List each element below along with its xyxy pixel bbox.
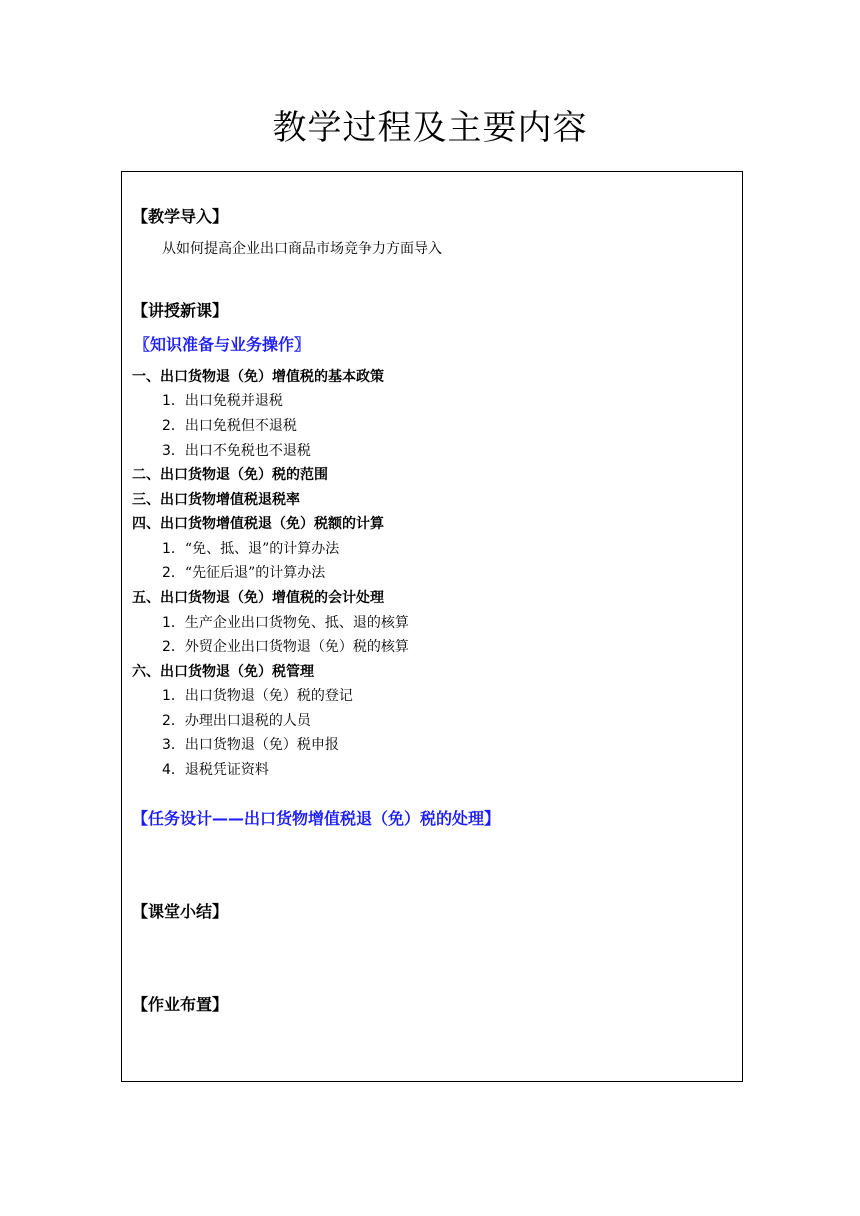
section-title: 二、出口货物退（免）税的范围 (132, 467, 328, 483)
list-item: 2．办理出口退税的人员 (162, 713, 311, 729)
list-item: 3．出口货物退（免）税申报 (162, 737, 339, 753)
list-item: 2．“先征后退”的计算办法 (162, 565, 326, 581)
list-item: 4．退税凭证资料 (162, 762, 269, 778)
section-title: 六、出口货物退（免）税管理 (132, 664, 314, 680)
summary-heading: 【课堂小结】 (132, 902, 229, 921)
page-title: 教学过程及主要内容 (272, 108, 588, 148)
list-item: 1．出口免税并退税 (162, 393, 283, 409)
content-frame (121, 171, 743, 1082)
list-item: 1．生产企业出口货物免、抵、退的核算 (162, 615, 409, 631)
list-item: 3．出口不免税也不退税 (162, 443, 311, 459)
section-title: 五、出口货物退（免）增值税的会计处理 (132, 590, 384, 606)
list-item: 1．“免、抵、退”的计算办法 (162, 541, 340, 557)
task-heading: 【任务设计——出口货物增值税退（免）税的处理】 (132, 809, 501, 828)
list-item: 2．出口免税但不退税 (162, 418, 297, 434)
homework-heading: 【作业布置】 (132, 995, 229, 1014)
intro-heading: 【教学导入】 (132, 207, 229, 226)
list-item: 1．出口货物退（免）税的登记 (162, 688, 353, 704)
section-title: 三、出口货物增值税退税率 (132, 492, 300, 508)
section-title: 一、出口货物退（免）增值税的基本政策 (132, 369, 384, 385)
lecture-heading: 【讲授新课】 (132, 301, 229, 320)
knowledge-heading: 〖知识准备与业务操作〗 (134, 335, 311, 354)
list-item: 2．外贸企业出口货物退（免）税的核算 (162, 639, 409, 655)
intro-text: 从如何提高企业出口商品市场竞争力方面导入 (162, 241, 442, 257)
section-title: 四、出口货物增值税退（免）税额的计算 (132, 516, 384, 532)
